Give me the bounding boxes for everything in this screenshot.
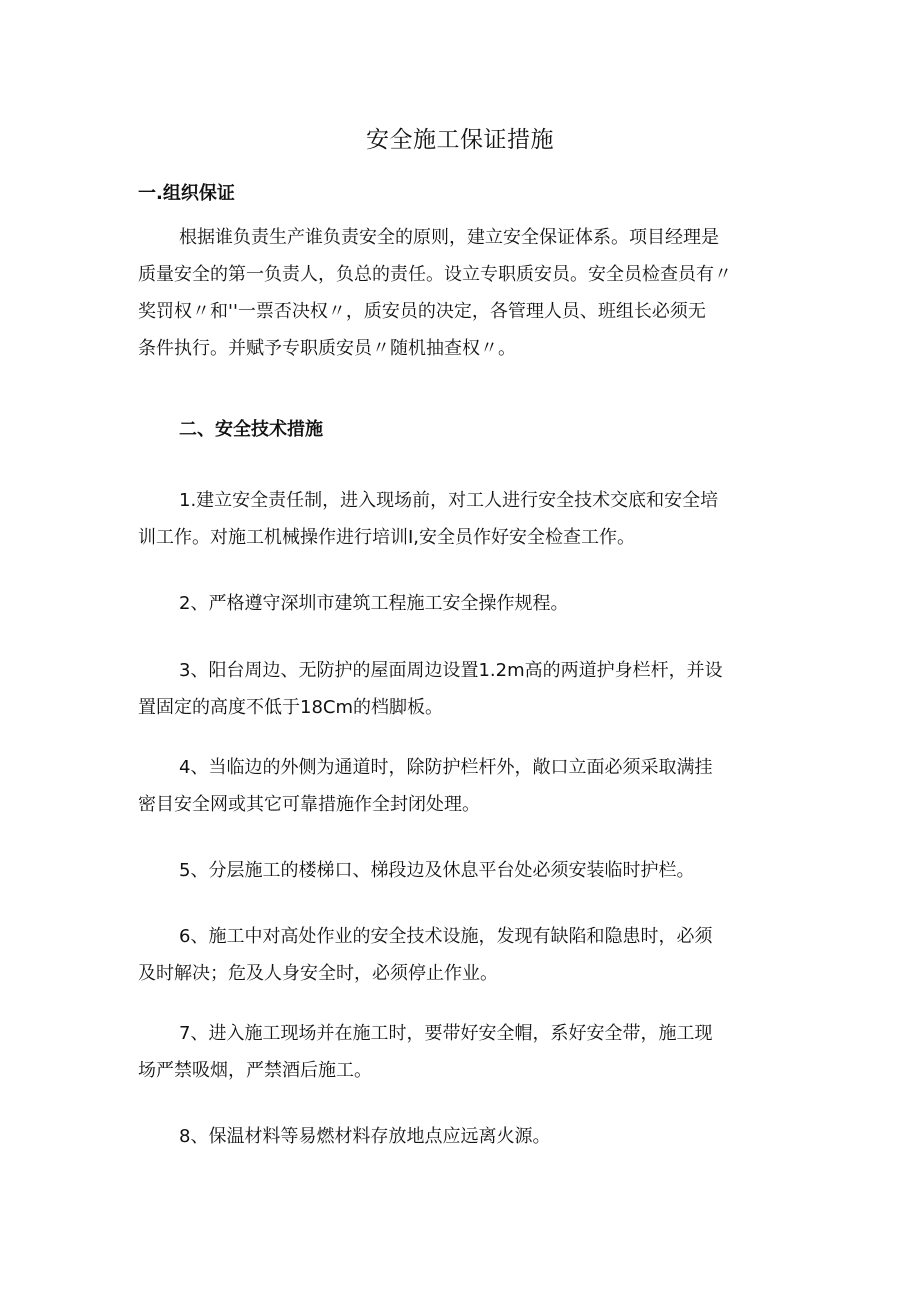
technical-item-2 [138,585,788,622]
paragraph-line: 根据谁负责生产谁负责安全的原则，建立安全保证体系。项目经理是 [179,227,719,248]
organization-paragraph [138,219,788,367]
paragraph-line: 奖罚权〃和''一票否决权〃，质安员的决定，各管理人员、班组长必须无 [138,301,706,322]
technical-item-7 [138,1015,788,1089]
paragraph-line: 场严禁吸烟，严禁酒后施工。 [138,1060,372,1081]
technical-item-8 [138,1118,788,1155]
paragraph-line: 训工作。对施工机械操作进行培训I,安全员作好安全检查工作。 [138,527,636,548]
section-heading-organization: 一.组织保证 [138,183,235,204]
paragraph-line: 6、施工中对高处作业的安全技术设施，发现有缺陷和隐患时，必须 [179,926,713,947]
paragraph-line: 置固定的高度不低于18Cm的档脚板。 [138,697,444,718]
paragraph-line: 1.建立安全责任制，进入现场前，对工人进行安全技术交底和安全培 [179,490,719,511]
paragraph-line: 3、阳台周边、无防护的屋面周边设置1.2m高的两道护身栏杆，并设 [179,660,723,681]
technical-item-1 [138,482,788,556]
section-heading-technical: 二、安全技术措施 [179,419,323,440]
paragraph-line: 及时解决；危及人身安全时，必须停止作业。 [138,963,498,984]
document-title: 安全施工保证措施 [366,127,554,153]
paragraph-line: 5、分层施工的楼梯口、梯段边及休息平台处必须安装临时护栏。 [179,860,695,881]
technical-item-5 [138,852,788,889]
technical-item-3 [138,652,788,726]
paragraph-line: 条件执行。并赋予专职质安员〃随机抽查权〃。 [138,338,516,359]
technical-item-4 [138,749,788,823]
paragraph-line: 8、保温材料等易燃材料存放地点应远离火源。 [179,1126,551,1147]
paragraph-line: 4、当临边的外侧为通道时，除防护栏杆外，敞口立面必须采取满挂 [179,757,713,778]
paragraph-line: 7、进入施工现场并在施工时，要带好安全帽，系好安全带，施工现 [179,1023,713,1044]
paragraph-line: 密目安全网或其它可靠措施作全封闭处理。 [138,794,480,815]
paragraph-line: 2、严格遵守深圳市建筑工程施工安全操作规程。 [179,593,569,614]
paragraph-line: 质量安全的第一负责人，负总的责任。设立专职质安员。安全员检查员有〃 [138,264,732,285]
technical-item-6 [138,918,788,992]
